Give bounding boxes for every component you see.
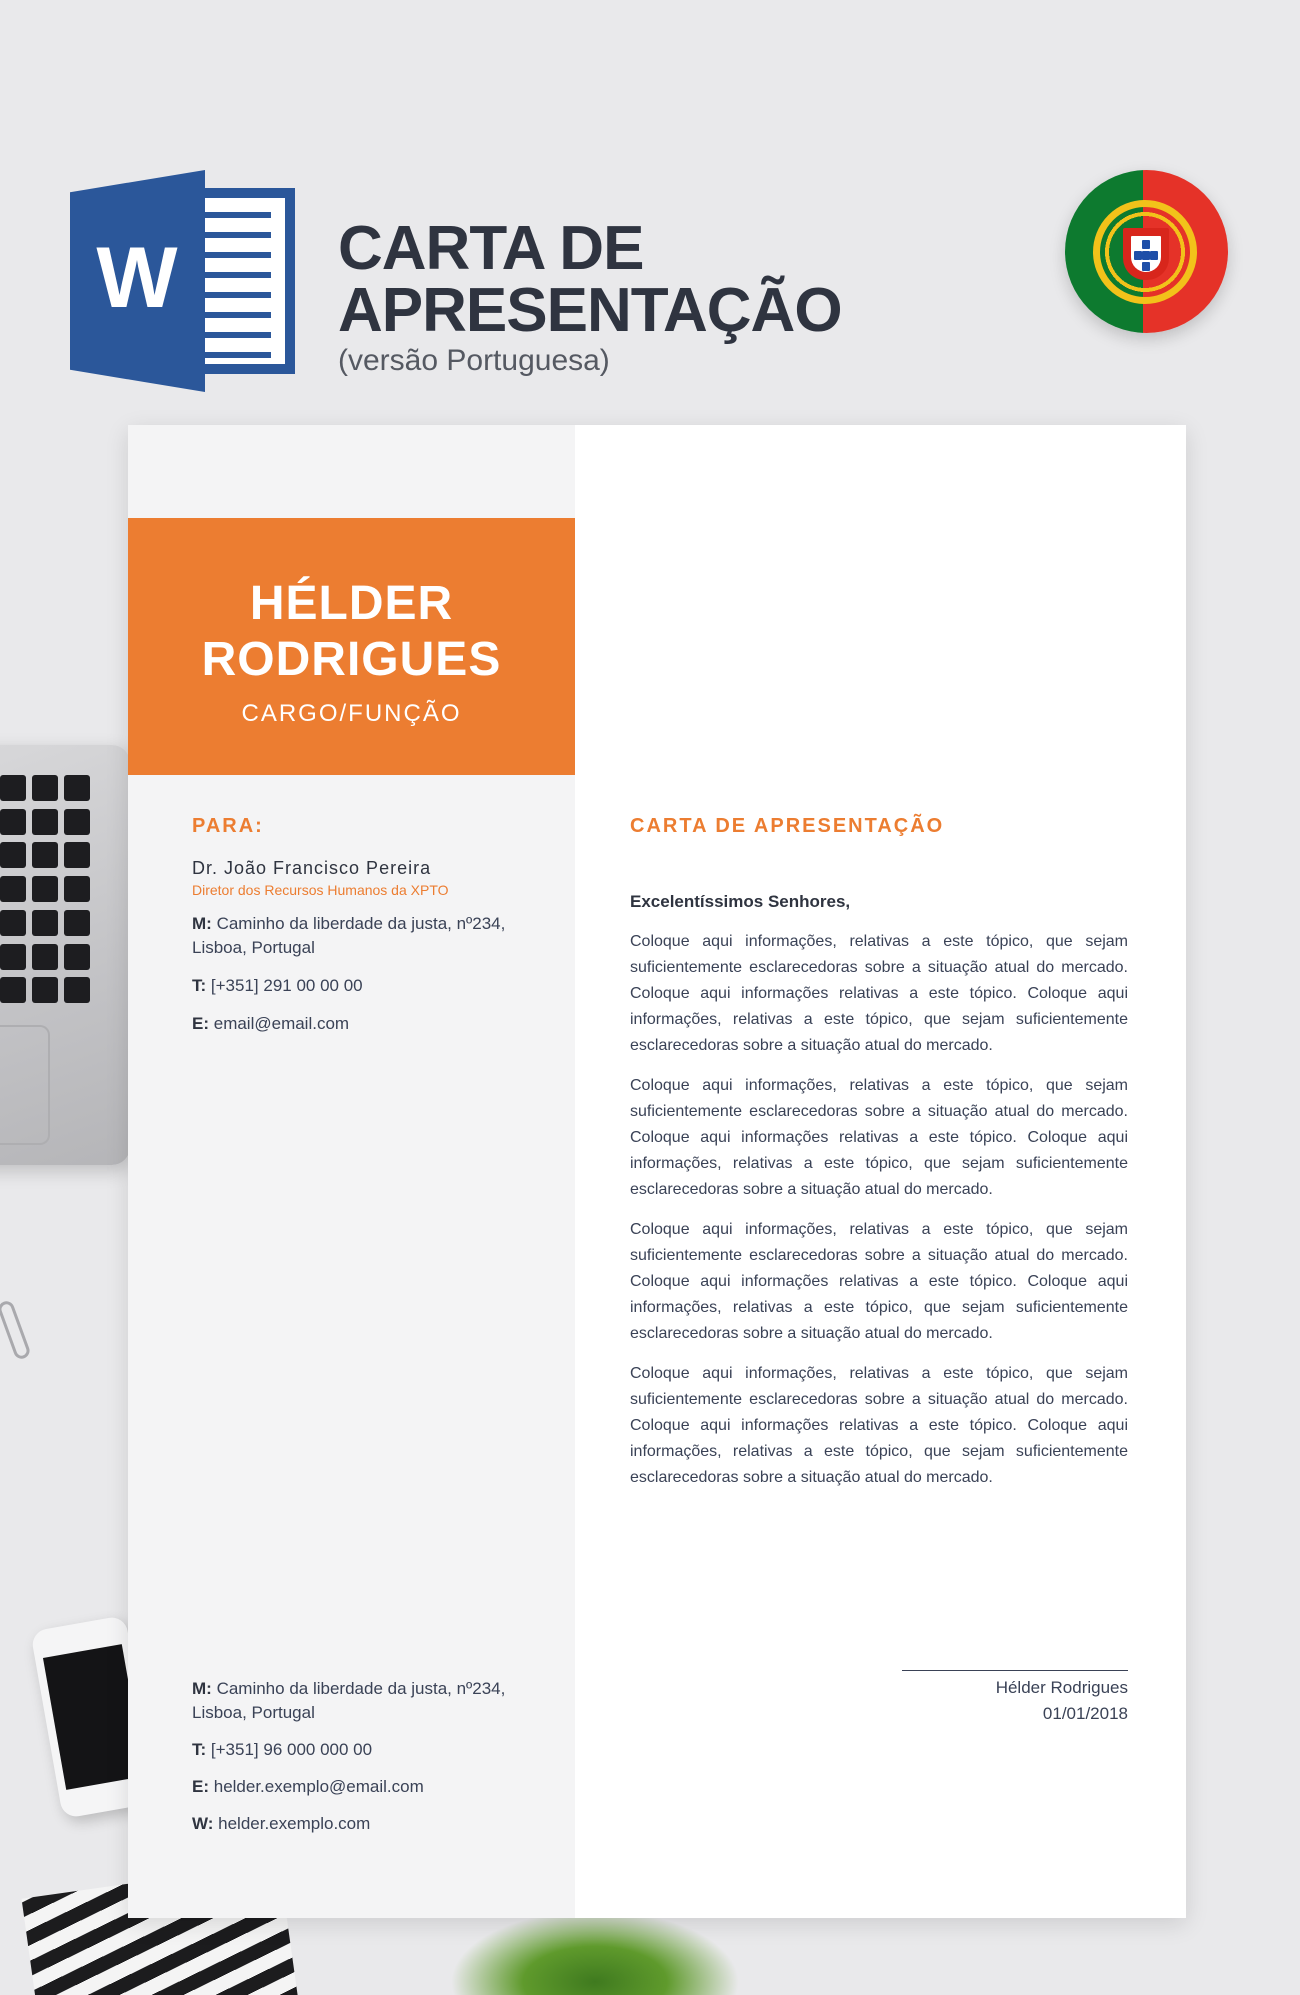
header-subtitle: (versão Portuguesa)	[338, 344, 610, 377]
sender-email-label: E:	[192, 1777, 209, 1796]
recipient-label: PARA:	[192, 815, 264, 837]
letter-paragraph: Coloque aqui informações, relativas a este tópico, que sejam suficientemente esclarecedoras sobre a situação atual do mercado. Coloque aqui informações relativas a este tópico. Coloque aqui informações, relativas a este tópico, que sejam suficientemente esclarecedoras sobre a situação atual do mercado.	[630, 1077, 1128, 1198]
sender-address	[192, 1677, 532, 1725]
recipient-name: Dr. João Francisco Pereira	[192, 858, 432, 878]
header-title-block	[338, 214, 842, 378]
paperclip-decoration	[0, 1299, 32, 1361]
sender-address-value: Caminho da liberdade da justa, nº234, Lisboa, Portugal	[192, 1679, 506, 1722]
letter-heading: CARTA DE APRESENTAÇÃO	[630, 815, 945, 837]
sender-address-label: M:	[192, 1679, 212, 1698]
microsoft-word-icon	[70, 170, 295, 392]
recipient-phone-label: T:	[192, 976, 207, 995]
portugal-flag-icon	[1065, 170, 1228, 333]
signature-name: Hélder Rodrigues	[995, 1678, 1128, 1697]
sender-contact-block	[192, 1677, 532, 1836]
signature-block	[902, 1670, 1128, 1727]
word-icon-letter: W	[96, 230, 178, 326]
recipient-address	[192, 912, 532, 960]
header-title-line1: CARTA DE	[338, 214, 644, 283]
sender-first-name: HÉLDER	[249, 577, 454, 630]
signature-line	[902, 1670, 1128, 1671]
sender-phone-value: [+351] 96 000 000 00	[210, 1740, 373, 1759]
recipient-email-value: email@email.com	[213, 1014, 350, 1033]
keyboard-decoration	[0, 775, 96, 1005]
letter-greeting: Excelentíssimos Senhores,	[630, 892, 851, 911]
name-banner	[128, 518, 575, 775]
sender-last-name: RODRIGUES	[201, 633, 502, 686]
trackpad-decoration	[0, 1025, 50, 1145]
recipient-phone-value: [+351] 291 00 00 00	[210, 976, 363, 995]
word-document-lines	[195, 188, 295, 374]
signature-date: 01/01/2018	[1042, 1704, 1128, 1723]
sender-role: CARGO/FUNÇÃO	[241, 700, 462, 727]
recipient-email-label: E:	[192, 1014, 209, 1033]
recipient-title: Diretor dos Recursos Humanos da XPTO	[192, 882, 449, 898]
sender-email	[192, 1775, 532, 1799]
recipient-phone	[192, 974, 532, 998]
letter-paragraph: Coloque aqui informações, relativas a este tópico, que sejam suficientemente esclarecedoras sobre a situação atual do mercado. Coloque aqui informações relativas a este tópico. Coloque aqui informações, relativas a este tópico, que sejam suficientemente esclarecedoras sobre a situação atual do mercado.	[630, 1365, 1128, 1486]
plant-decoration	[450, 1910, 740, 1995]
sender-website-label: W:	[192, 1814, 214, 1833]
letter-paragraph: Coloque aqui informações, relativas a este tópico, que sejam suficientemente esclarecedoras sobre a situação atual do mercado. Coloque aqui informações relativas a este tópico. Coloque aqui informações, relativas a este tópico, que sejam suficientemente esclarecedoras sobre a situação atual do mercado.	[630, 1221, 1128, 1342]
sender-phone	[192, 1738, 532, 1762]
letter-paragraph: Coloque aqui informações, relativas a este tópico, que sejam suficientemente esclarecedoras sobre a situação atual do mercado. Coloque aqui informações relativas a este tópico. Coloque aqui informações, relativas a este tópico, que sejam suficientemente esclarecedoras sobre a situação atual do mercado.	[630, 933, 1128, 1054]
sender-email-value: helder.exemplo@email.com	[213, 1777, 424, 1796]
laptop-decoration	[0, 745, 130, 1165]
sender-phone-label: T:	[192, 1740, 207, 1759]
recipient-block	[192, 815, 532, 1036]
sender-website	[192, 1812, 532, 1836]
sidebar	[128, 425, 575, 1918]
recipient-address-value: Caminho da liberdade da justa, nº234, Lisboa, Portugal	[192, 914, 506, 957]
sender-website-value: helder.exemplo.com	[218, 1814, 371, 1833]
recipient-address-label: M:	[192, 914, 212, 933]
header-title-line2: APRESENTAÇÃO	[338, 276, 842, 345]
letter-body	[630, 815, 1128, 1491]
cover-letter-page	[128, 425, 1186, 1918]
recipient-email	[192, 1012, 532, 1036]
